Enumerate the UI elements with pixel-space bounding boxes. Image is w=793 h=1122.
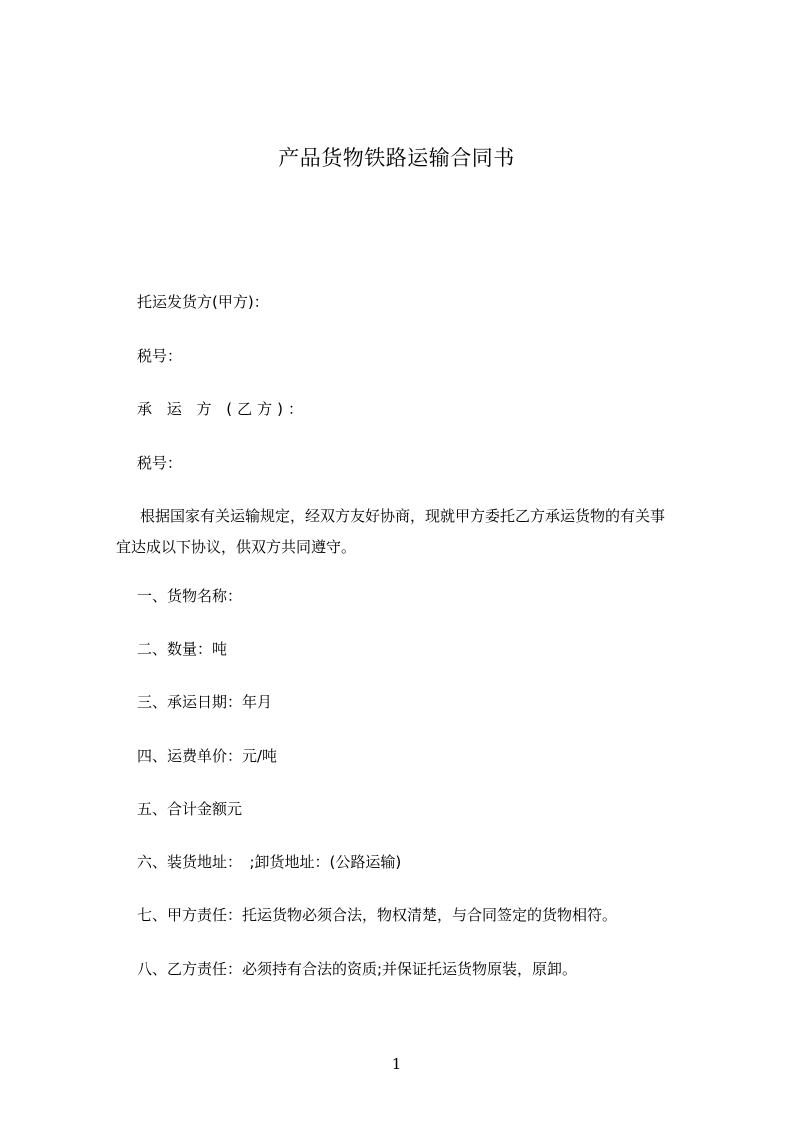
intro-paragraph — [116, 501, 706, 563]
party-b-tax-number: 税号： — [137, 454, 183, 472]
page-number: 1 — [391, 1055, 402, 1073]
clause-shipping-date: 三、承运日期：年月 — [137, 693, 273, 711]
clause-party-b-duties: 八、乙方责任：必须持有合法的资质;并保证托运货物原装，原卸。 — [137, 960, 578, 978]
clause-party-a-duties: 七、甲方责任：托运货物必须合法，物权清楚，与合同签定的货物相符。 — [137, 906, 618, 924]
document-title: 产品货物铁路运输合同书 — [278, 146, 515, 170]
party-a-label: 托运发货方(甲方)： — [137, 293, 269, 311]
clause-goods-name: 一、货物名称： — [137, 587, 243, 605]
intro-line-2: 宜达成以下协议，供双方共同遵守。 — [116, 538, 357, 556]
clause-unit-price: 四、运费单价：元/吨 — [137, 747, 278, 765]
intro-line-1: 根据国家有关运输规定，经双方友好协商，现就甲方委托乙方承运货物的有关事 — [140, 507, 666, 525]
party-b-label: 承 运 方 (乙方)： — [137, 400, 309, 418]
clause-addresses: 六、装货地址： ;卸货地址：(公路运输) — [137, 853, 402, 871]
clause-quantity: 二、数量：吨 — [137, 640, 228, 658]
party-a-tax-number: 税号： — [137, 347, 183, 365]
clause-total-amount: 五、合计金额元 — [137, 800, 243, 818]
